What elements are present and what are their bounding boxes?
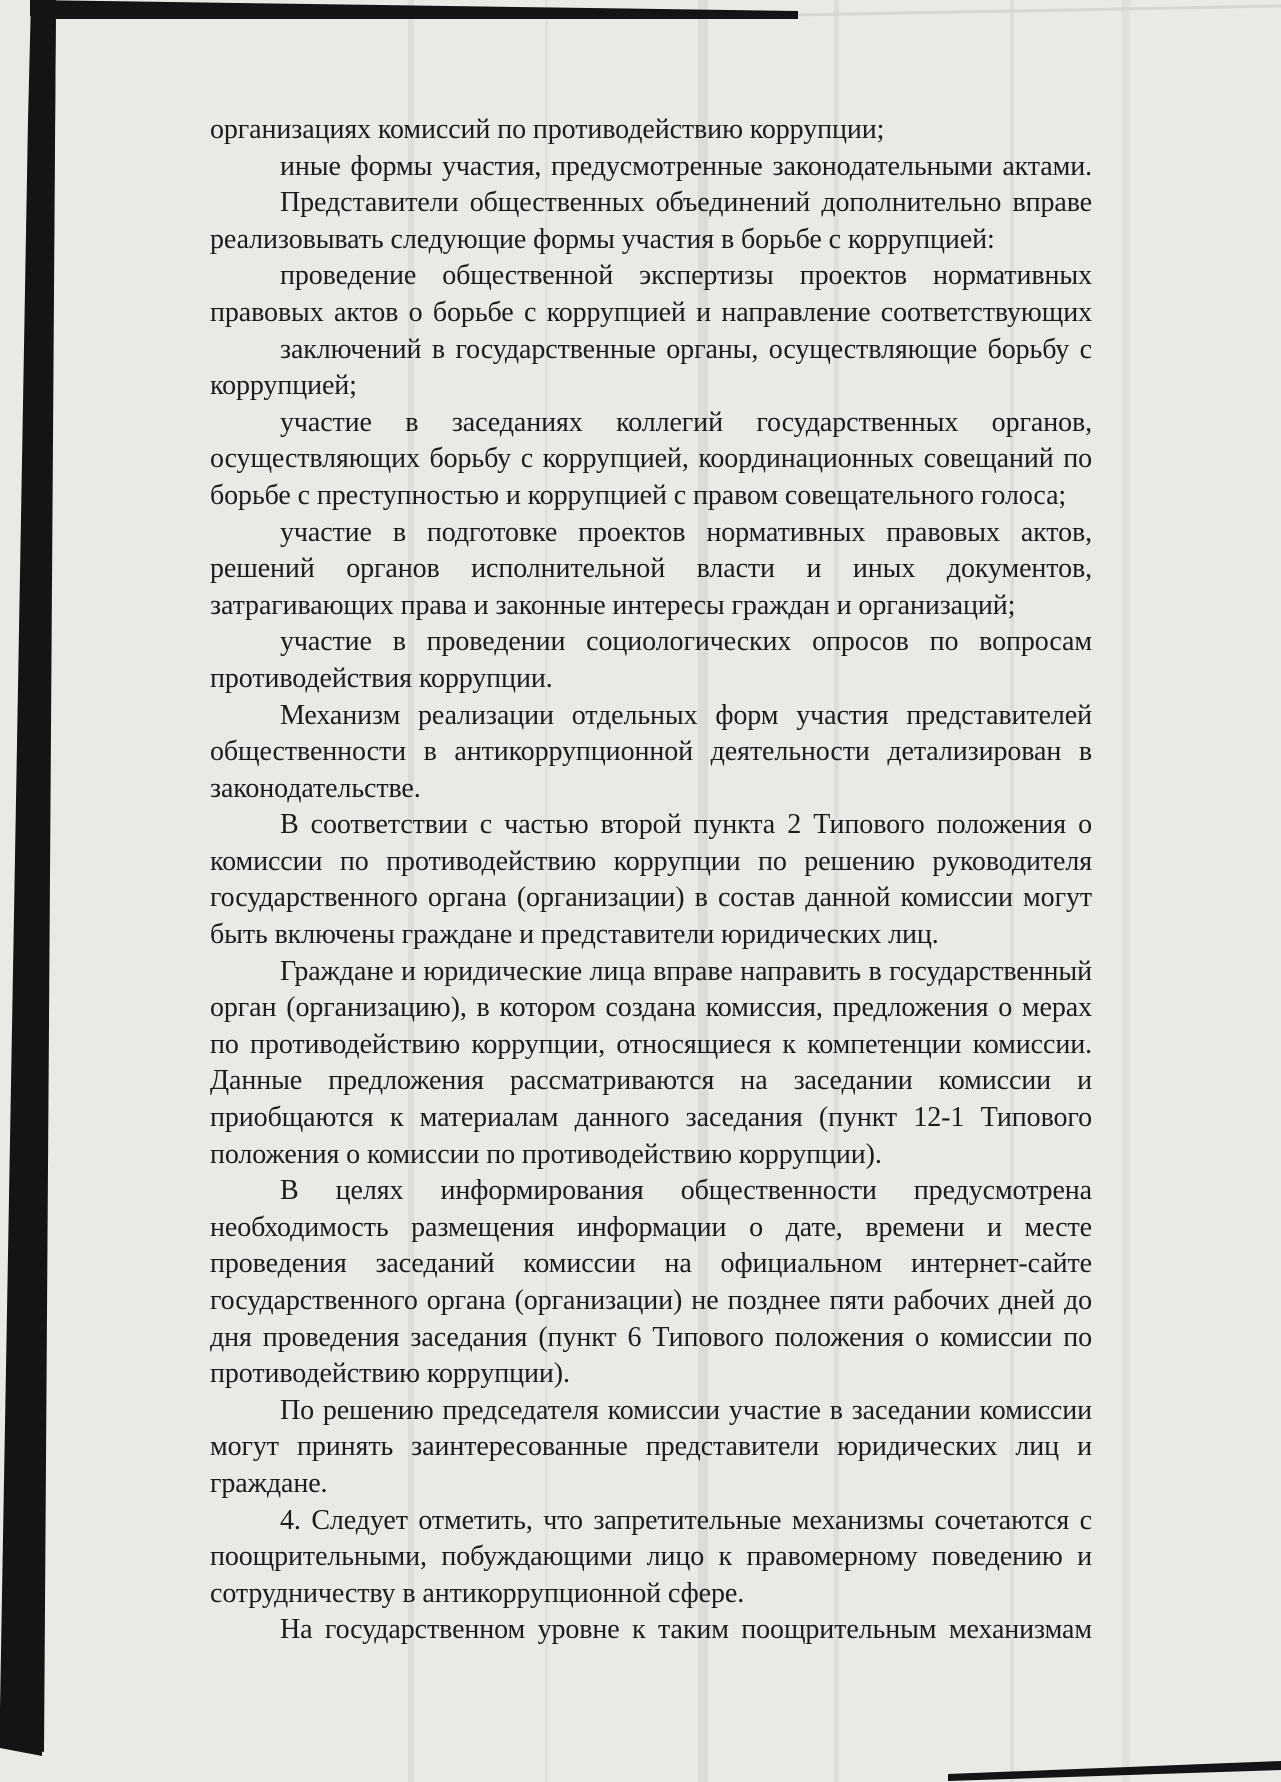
scan-border-bottom-right <box>948 1761 1281 1781</box>
text-line: проведение общественной экспертизы проектов нормативных <box>280 260 1092 292</box>
text-line: дня проведения заседания (пункт 6 Типового положения о комиссии по <box>210 1321 1092 1353</box>
text-line: организациях комиссий по противодействию коррупции; <box>210 114 885 145</box>
text-line: законодательстве. <box>210 772 421 804</box>
text-line: быть включены граждане и представители юридических лиц. <box>210 919 939 951</box>
text-line: сотрудничеству в антикоррупционной сфере. <box>210 1577 745 1609</box>
text-line: 4. Следует отметить, что запретительные механизмы сочетаются с <box>280 1504 1092 1536</box>
text-line: поощрительными, побуждающими лицо к правомерному поведению и <box>210 1541 1092 1573</box>
text-line: На государственном уровне к таким поощрительным механизмам <box>280 1614 1092 1646</box>
text-line: могут принять заинтересованные представители юридических лиц и <box>210 1431 1092 1463</box>
text-line: реализовывать следующие формы участия в борьбе с коррупцией: <box>210 223 995 255</box>
text-line: решений органов исполнительной власти и иных документов, <box>210 553 1092 585</box>
text-line: осуществляющих борьбу с коррупцией, координационных совещаний по <box>210 443 1092 475</box>
text-line: участие в проведении социологических опросов по вопросам <box>280 626 1092 658</box>
page-edge-line <box>798 6 1281 15</box>
text-line: борьбе с преступностью и коррупцией с правом совещательного голоса; <box>210 479 1067 511</box>
text-line: противодействия коррупции. <box>210 662 553 694</box>
text-line: государственного органа (организации) в состав данной комиссии могут <box>210 882 1092 914</box>
text-line: В соответствии с частью второй пункта 2 Типового положения о <box>280 809 1092 841</box>
text-line: затрагивающих права и законные интересы граждан и организаций; <box>210 589 1016 621</box>
text-line: коррупцией; <box>210 370 357 402</box>
scan-border-top <box>30 0 798 19</box>
scan-border-left-fill <box>2 0 56 1752</box>
text-line: противодействию коррупции). <box>210 1358 570 1390</box>
text-line: правовых актов о борьбе с коррупцией и направление соответствующих <box>210 296 1092 328</box>
text-line: государственного органа (организации) не позднее пяти рабочих дней до <box>210 1285 1092 1316</box>
text-line: проведения заседаний комиссии на официальном интернет-сайте <box>210 1248 1092 1280</box>
text-line: По решению председателя комиссии участие в заседании комиссии <box>280 1394 1092 1426</box>
text-line: участие в подготовке проектов нормативных правовых актов, <box>280 516 1092 548</box>
text-line: иные формы участия, предусмотренные законодательными актами. <box>280 150 1092 182</box>
text-line: В целях информирования общественности предусмотрена <box>280 1175 1092 1207</box>
text-line: положения о комиссии по противодействию коррупции). <box>210 1138 882 1170</box>
text-line: необходимость размещения информации о дате, времени и месте <box>210 1211 1092 1243</box>
text-line: Механизм реализации отдельных форм участия представителей <box>280 699 1092 731</box>
text-line: Данные предложения рассматриваются на заседании комиссии и <box>210 1065 1092 1097</box>
text-line: приобщаются к материалам данного заседания (пункт 12-1 Типового <box>210 1102 1092 1134</box>
text-line: Граждане и юридические лица вправе направить в государственный <box>280 955 1092 987</box>
text-line: граждане. <box>210 1467 328 1499</box>
text-line: общественности в антикоррупционной деятельности детализирован в <box>210 736 1092 768</box>
text-line: участие в заседаниях коллегий государственных органов, <box>280 406 1092 438</box>
text-line: Представители общественных объединений дополнительно вправе <box>280 187 1092 219</box>
document-text <box>210 112 1092 1649</box>
text-line: по противодействию коррупции, относящиеся к компетенции комиссии. <box>210 1028 1092 1060</box>
text-line: заключений в государственные органы, осуществляющие борьбу с <box>280 333 1092 365</box>
text-line: комиссии по противодействию коррупции по решению руководителя <box>210 845 1092 877</box>
text-line: орган (организацию), в котором создана комиссия, предложения о мерах <box>210 992 1092 1024</box>
